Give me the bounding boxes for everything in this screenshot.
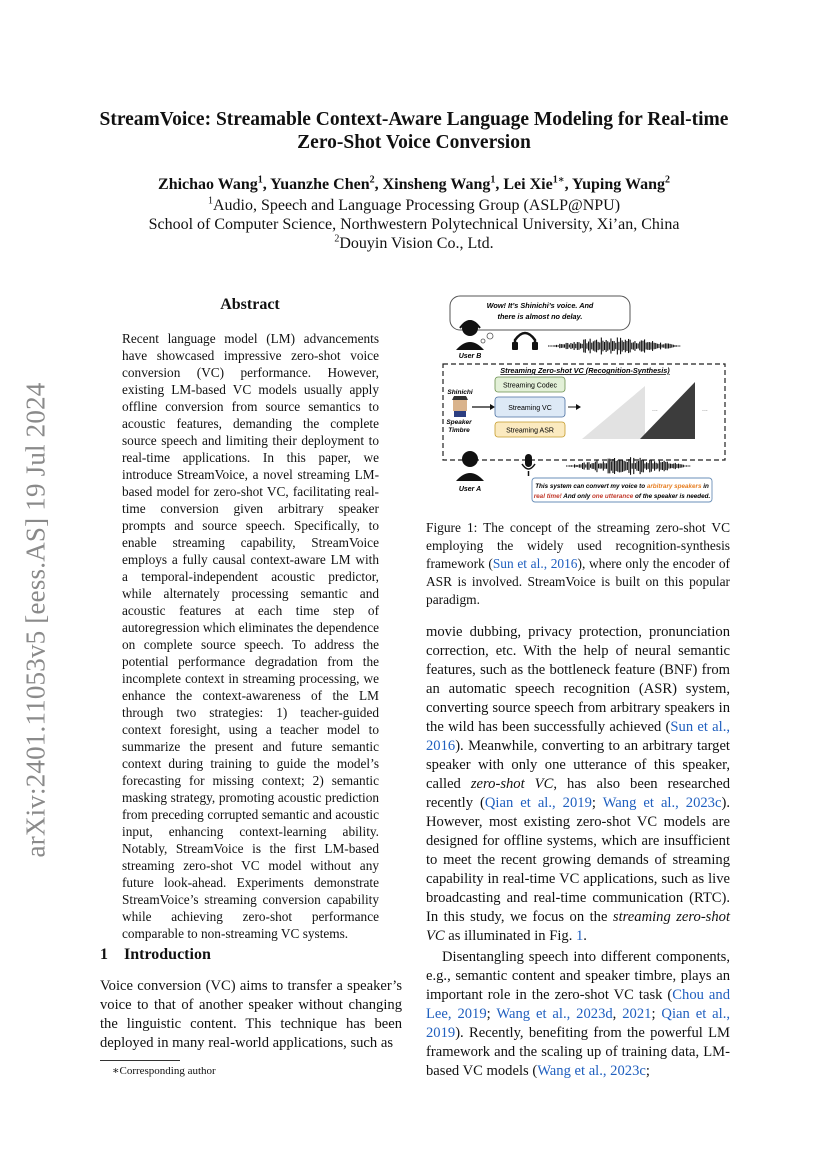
bubble-top-line1: Wow! It’s Shinichi’s voice. And: [486, 301, 594, 310]
asr-label: Streaming ASR: [506, 427, 554, 435]
affil-text: Audio, Speech and Language Processing Group (ASLP@NPU): [212, 197, 621, 214]
streaming-input-wedge: [582, 386, 645, 439]
microphone-icon: [522, 454, 535, 476]
figure-1-diagram: [440, 294, 730, 504]
streaming-codec-box: [495, 377, 565, 392]
caption-label: Figure 1:: [426, 520, 478, 535]
figure-ref-link[interactable]: 1: [576, 928, 584, 944]
affil-sup: 2: [334, 233, 340, 245]
author-sup: 1∗: [552, 174, 565, 186]
arxiv-identifier: [16, 360, 56, 880]
text-run: ;: [591, 795, 603, 811]
text-run: , has also been researched recently (: [426, 776, 730, 811]
paragraph: [426, 948, 730, 1081]
author-list: Zhichao Wang$^1$, Yuanzhe Chen$^2$, Xinsheng Wang$^1$, Lei Xie$^{1∗}$, Yuping Wang$^2$: [158, 174, 670, 193]
affil-sup: 1: [207, 195, 213, 207]
bubble-bottom-line1: This system can convert my voice to arbitrary speakers in: [535, 483, 709, 490]
author-sup: 1: [257, 174, 263, 186]
citation-link[interactable]: 2021: [622, 1006, 652, 1022]
output-waveform: [548, 337, 680, 354]
citation-link[interactable]: Chou and Lee, 2019: [426, 987, 730, 1022]
citation-link[interactable]: Sun et al., 2016: [492, 556, 578, 571]
headphones-icon: [512, 333, 538, 350]
text-run: ). Recently, benefiting from the powerful LM framework and the scaling up of training data, LM-based VC models (: [426, 1025, 730, 1079]
author-name: Yuping Wang: [572, 176, 665, 193]
text-run: movie dubbing, privacy protection, pronunciation correction, etc. With the help of neural semantic features, such as the bottleneck feature (BNF) from an automatic speech recognition (ASR) system, converting source speech from arbitrary speakers in the wild has been successfully achieved (: [426, 624, 730, 735]
intro-text: Voice conversion (VC) aims to transfer a speaker’s voice to that of another speaker without changing the linguistic content. This technique has been deployed in many real-world applications, such as: [100, 978, 402, 1051]
streaming-vc-box: [495, 397, 565, 417]
speaker-label: Speaker: [446, 419, 472, 426]
caption-text: ), where only the encoder of ASR is involved. StreamVoice is built on this popular paradigm.: [426, 556, 730, 607]
codec-label: Streaming Codec: [502, 382, 558, 390]
vc-box-title: Streaming Zero-shot VC (Recognition-Synthesis): [500, 366, 670, 375]
emphasis: zero-shot VC: [470, 776, 554, 792]
shinichi-avatar-icon: [452, 396, 468, 417]
user-a-label: User A: [458, 486, 482, 493]
text-run: ,: [612, 1006, 623, 1022]
emphasis: streaming zero-shot VC: [426, 909, 731, 944]
author-name: Xinsheng Wang: [382, 176, 491, 193]
vc-label: Streaming VC: [508, 405, 552, 412]
bubble-top-line2: there is almost no delay.: [497, 312, 583, 321]
timbre-label: Timbre: [448, 427, 470, 434]
abstract-body: Recent language model (LM) advancements have showcased impressive zero-shot voice conversion (VC) performance. However, existing LM-based VC models usually apply offline conversion from source semantics to acoustic features, demanding the complete source speech and limiting their deployment to real-time applications. In this paper, we introduce StreamVoice, a novel streaming LM-based model for zero-shot VC, facilitating real-time conversion given arbitrary speaker prompts and source speech. Specifically, to enable streaming capability, StreamVoice employs a fully causal context-aware LM with a temporal-independent acoustic predictor, while alternately processing semantic and acoustic features at each time step of autoregression which eliminates the dependence on complete source speech. To address the potential performance degradation from the incomplete context in streaming processing, we enhance the context-awareness of the LM through two strategies: 1) teacher-guided context foresight, using a teacher model to summarize the present and future semantic context during training to guide the model’s forecasting for missing context; 2) semantic masking strategy, promoting acoustic prediction from preceding corrupted semantic and acoustic input, enhancing context-learning ability. Notably, StreamVoice is the first LM-based streaming zero-shot VC model without any future look-ahead. Experiments demonstrate StreamVoice’s streaming conversion capability while achieving zero-shot performance comparable to non-streaming VC systems.: [122, 331, 379, 941]
text-run: ;: [651, 1006, 662, 1022]
title-line-2: Zero-Shot Voice Conversion: [297, 132, 531, 153]
author-name: Lei Xie: [503, 176, 553, 193]
affiliation-1-line-2: School of Computer Science, Northwestern Polytechnical University, Xi’an, China: [148, 216, 680, 233]
paper-title: [60, 108, 768, 154]
intro-paragraph: [100, 977, 402, 1053]
author-sup: 2: [664, 174, 670, 186]
citation-link[interactable]: Wang et al., 2023d: [496, 1006, 613, 1022]
user-a-icon: [456, 451, 484, 481]
affiliation-2: [60, 235, 768, 253]
footnote-divider: [100, 1060, 180, 1061]
section-number: 1: [100, 946, 108, 963]
text-run: ). However, most existing zero-shot VC models are designed for offline systems, which are insufficient to meet the recent growing demands of streaming capability in real-time VC applications, such as live broadcasting and real-time communication (RTC). In this study, we focus on the: [426, 795, 730, 925]
abstract-heading: Abstract: [220, 296, 280, 313]
streaming-output-wedge: [640, 382, 695, 439]
affiliation-1: [60, 197, 768, 215]
footnote: ∗Corresponding author: [112, 1065, 216, 1077]
section-title: Introduction: [124, 946, 211, 963]
figure-1-caption: [426, 519, 730, 609]
text-run: as illuminated in Fig.: [444, 928, 576, 944]
text-run: .: [583, 928, 587, 944]
author-name: Yuanzhe Chen: [270, 176, 370, 193]
caption-text: The concept of the streaming zero-shot VC employing the widely used recognition-synthesis framework (: [426, 520, 730, 571]
author-name: Zhichao Wang: [158, 176, 258, 193]
citation-link[interactable]: Qian et al., 2019: [426, 1006, 731, 1041]
citation-link[interactable]: Wang et al., 2023c: [602, 795, 722, 811]
citation-link[interactable]: Qian et al., 2019: [484, 795, 592, 811]
user-b-label: User B: [458, 353, 482, 360]
title-line-1: StreamVoice: Streamable Context-Aware Language Modeling for Real-time: [99, 109, 729, 130]
text-run: Disentangling speech into different components, e.g., semantic content and speaker timbre, plays an important role in the zero-shot VC task (: [426, 949, 730, 1003]
dots: ...: [652, 406, 658, 413]
bottom-speech-bubble: [532, 478, 712, 502]
shinichi-label: Shinichi: [447, 389, 473, 396]
citation-link[interactable]: Sun et al., 2016: [426, 719, 731, 754]
paragraph: [426, 623, 730, 946]
author-sup: 2: [369, 174, 375, 186]
affil-text: Douyin Vision Co., Ltd.: [339, 235, 494, 252]
arxiv-id-text: arXiv:2401.11053v5 [eess.AS] 19 Jul 2024: [20, 382, 51, 858]
text-run: ;: [645, 1063, 650, 1079]
dots: ...: [702, 406, 708, 413]
text-run: ;: [486, 1006, 497, 1022]
top-speech-bubble: [450, 296, 630, 343]
citation-link[interactable]: Wang et al., 2023c: [537, 1063, 646, 1079]
right-column-text: [426, 623, 730, 1081]
text-run: ). Meanwhile, converting to an arbitrary target speaker with only one utterance of this speaker, called: [426, 738, 730, 792]
bubble-bottom-line2: real time! And only one utterance of the speaker is needed.: [533, 493, 711, 500]
section-heading: [100, 946, 211, 964]
author-sup: 1: [490, 174, 496, 186]
streaming-asr-box: [495, 422, 565, 437]
